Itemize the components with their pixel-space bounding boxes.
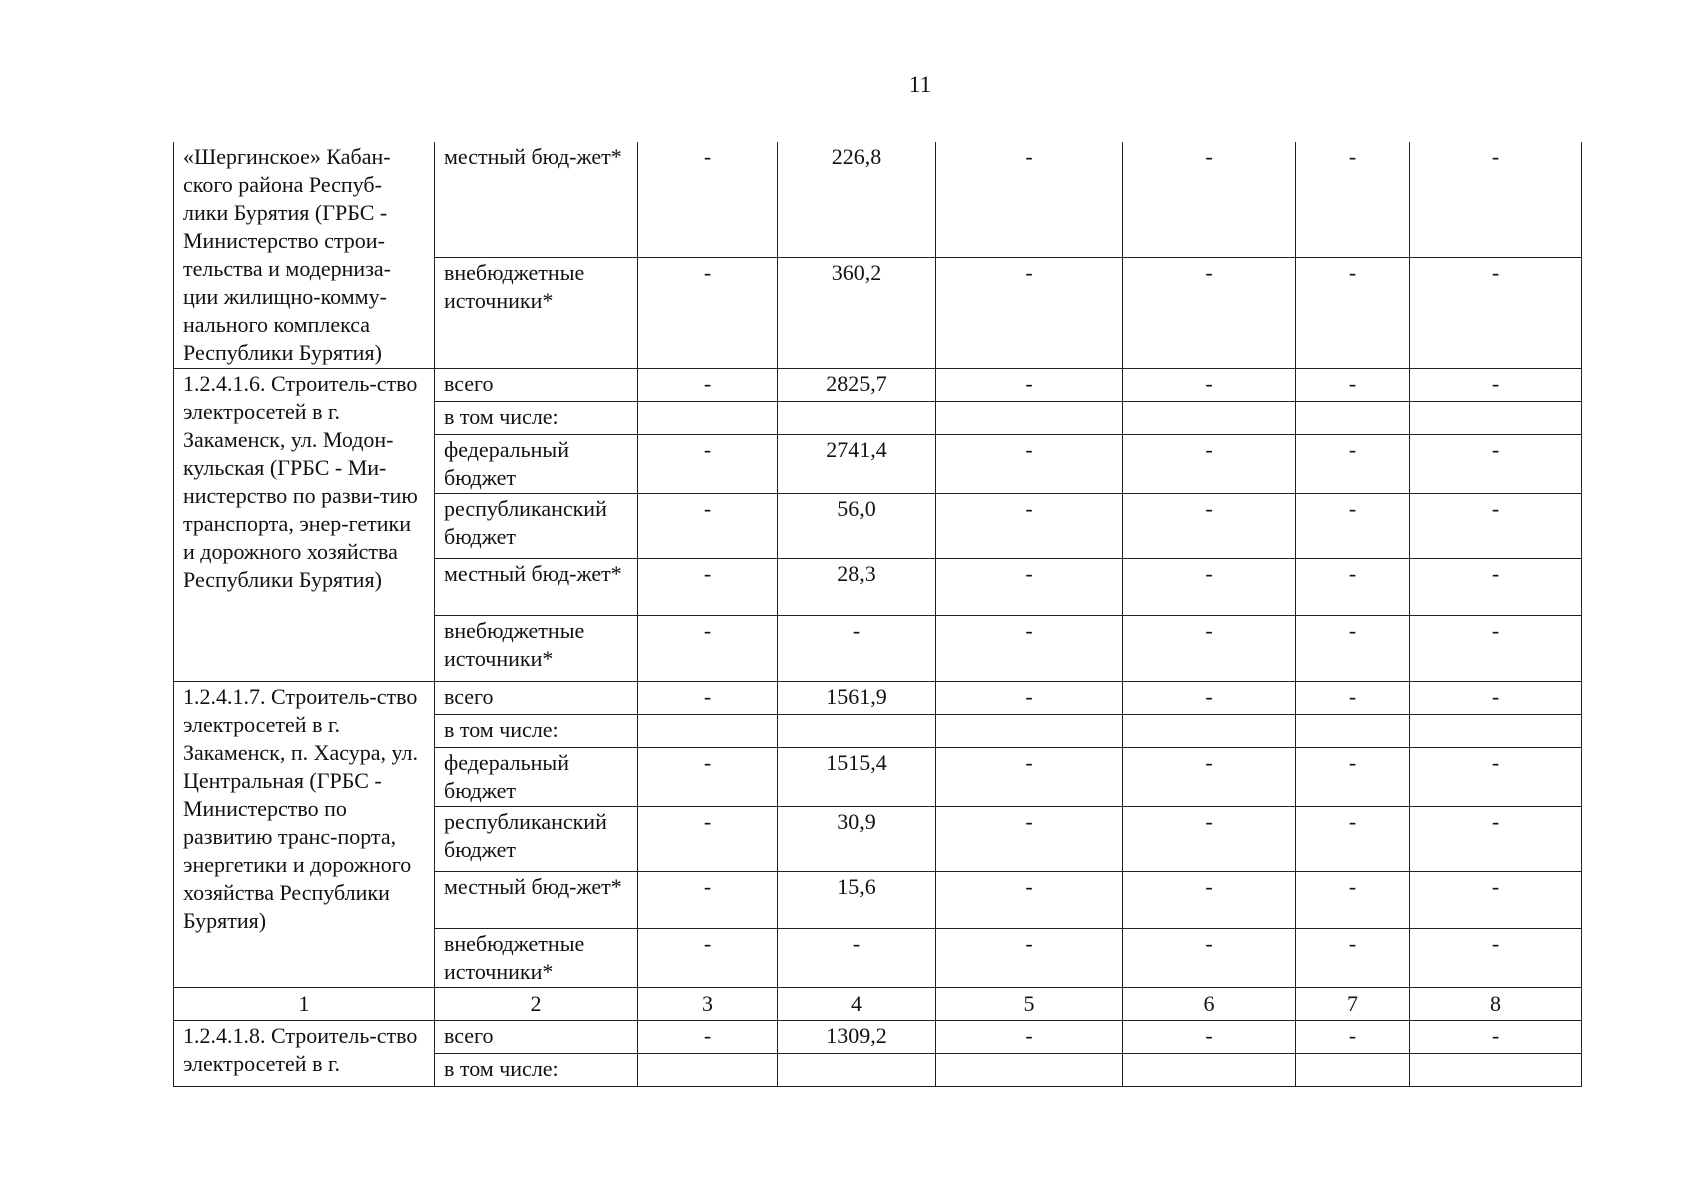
value-cell: - bbox=[1410, 1021, 1582, 1054]
value-cell: - bbox=[936, 872, 1123, 929]
column-number-cell: 5 bbox=[936, 988, 1123, 1021]
value-cell: - bbox=[1296, 616, 1410, 682]
funding-source-cell: внебюджетные источники* bbox=[435, 929, 638, 988]
value-cell: - bbox=[1296, 1021, 1410, 1054]
value-cell: 56,0 bbox=[778, 494, 936, 559]
value-cell: - bbox=[1123, 258, 1296, 369]
value-cell: 2741,4 bbox=[778, 435, 936, 494]
measure-description-cell: 1.2.4.1.7. Строитель-ство электросетей в г. Закаменск, п. Хасура, ул. Центральная (ГРБС - Министерство по развитию транс-порта, энергетики и дорожного хозяйства Республики Бурятия) bbox=[174, 682, 435, 988]
value-cell bbox=[638, 1054, 778, 1087]
value-cell: - bbox=[1123, 872, 1296, 929]
value-cell: - bbox=[1296, 748, 1410, 807]
value-cell bbox=[1410, 715, 1582, 748]
value-cell bbox=[936, 1054, 1123, 1087]
value-cell: 360,2 bbox=[778, 258, 936, 369]
value-cell: - bbox=[1123, 559, 1296, 616]
funding-source-cell: республиканский бюджет bbox=[435, 494, 638, 559]
value-cell: - bbox=[778, 929, 936, 988]
value-cell: - bbox=[638, 872, 778, 929]
value-cell: - bbox=[1410, 682, 1582, 715]
value-cell: - bbox=[638, 369, 778, 402]
value-cell: - bbox=[1123, 369, 1296, 402]
column-number-cell: 3 bbox=[638, 988, 778, 1021]
funding-source-cell: внебюджетные источники* bbox=[435, 258, 638, 369]
value-cell bbox=[1296, 715, 1410, 748]
value-cell: - bbox=[1123, 616, 1296, 682]
value-cell bbox=[638, 715, 778, 748]
value-cell: - bbox=[778, 616, 936, 682]
measure-description-cell: 1.2.4.1.6. Строитель-ство электросетей в г. Закаменск, ул. Модон-кульская (ГРБС - Ми-нистерство по разви-тию транспорта, энер-гетики и дорожного хозяйства Республики Бурятия) bbox=[174, 369, 435, 682]
funding-source-cell: федеральный бюджет bbox=[435, 748, 638, 807]
page-number: 11 bbox=[908, 72, 932, 97]
column-number-row bbox=[174, 988, 1582, 1021]
value-cell: - bbox=[638, 748, 778, 807]
value-cell bbox=[1123, 402, 1296, 435]
value-cell: - bbox=[638, 682, 778, 715]
funding-source-cell: внебюджетные источники* bbox=[435, 616, 638, 682]
table-row bbox=[174, 1021, 1582, 1054]
value-cell: - bbox=[638, 435, 778, 494]
value-cell: - bbox=[1296, 369, 1410, 402]
funding-source-cell: всего bbox=[435, 1021, 638, 1054]
value-cell: - bbox=[638, 616, 778, 682]
value-cell bbox=[1123, 715, 1296, 748]
funding-source-cell: федеральный бюджет bbox=[435, 435, 638, 494]
value-cell: - bbox=[936, 258, 1123, 369]
value-cell: 226,8 bbox=[778, 142, 936, 258]
value-cell: - bbox=[1410, 435, 1582, 494]
funding-source-cell: местный бюд-жет* bbox=[435, 872, 638, 929]
value-cell: - bbox=[936, 369, 1123, 402]
measure-description-cell: 1.2.4.1.8. Строитель-ство электросетей в г. bbox=[174, 1021, 435, 1087]
value-cell: - bbox=[638, 1021, 778, 1054]
value-cell: - bbox=[936, 682, 1123, 715]
value-cell: - bbox=[1123, 142, 1296, 258]
value-cell: - bbox=[1296, 559, 1410, 616]
value-cell: - bbox=[1296, 435, 1410, 494]
value-cell: - bbox=[936, 748, 1123, 807]
table-row bbox=[174, 142, 1582, 258]
table-body bbox=[174, 142, 1582, 1087]
value-cell bbox=[638, 402, 778, 435]
value-cell: - bbox=[1296, 142, 1410, 258]
value-cell: - bbox=[1123, 435, 1296, 494]
value-cell: - bbox=[1410, 872, 1582, 929]
funding-source-cell: всего bbox=[435, 682, 638, 715]
value-cell: - bbox=[936, 435, 1123, 494]
value-cell: - bbox=[638, 807, 778, 872]
value-cell bbox=[1123, 1054, 1296, 1087]
value-cell: - bbox=[936, 494, 1123, 559]
value-cell: - bbox=[936, 559, 1123, 616]
funding-source-cell: местный бюд-жет* bbox=[435, 142, 638, 258]
value-cell: 15,6 bbox=[778, 872, 936, 929]
column-number-cell: 7 bbox=[1296, 988, 1410, 1021]
value-cell: 1515,4 bbox=[778, 748, 936, 807]
value-cell: - bbox=[1296, 929, 1410, 988]
value-cell: - bbox=[1123, 682, 1296, 715]
funding-source-cell: в том числе: bbox=[435, 402, 638, 435]
column-number-cell: 2 bbox=[435, 988, 638, 1021]
table-row bbox=[174, 369, 1582, 402]
column-number-cell: 8 bbox=[1410, 988, 1582, 1021]
value-cell: - bbox=[1410, 807, 1582, 872]
column-number-cell: 6 bbox=[1123, 988, 1296, 1021]
value-cell: - bbox=[1410, 748, 1582, 807]
value-cell bbox=[1410, 402, 1582, 435]
value-cell bbox=[778, 1054, 936, 1087]
value-cell: - bbox=[936, 142, 1123, 258]
budget-table bbox=[173, 142, 1582, 1087]
value-cell: - bbox=[1123, 748, 1296, 807]
measure-description-cell: «Шергинское» Кабан-ского района Респуб-лики Бурятия (ГРБС - Министерство строи-тельства и модерниза-ции жилищно-комму-нального комплекса Республики Бурятия) bbox=[174, 142, 435, 369]
value-cell: - bbox=[638, 142, 778, 258]
value-cell bbox=[1296, 1054, 1410, 1087]
column-number-cell: 1 bbox=[174, 988, 435, 1021]
value-cell: 30,9 bbox=[778, 807, 936, 872]
value-cell: - bbox=[1410, 929, 1582, 988]
value-cell: - bbox=[1296, 807, 1410, 872]
value-cell: - bbox=[936, 807, 1123, 872]
value-cell: 2825,7 bbox=[778, 369, 936, 402]
value-cell: - bbox=[1410, 494, 1582, 559]
value-cell bbox=[1296, 402, 1410, 435]
value-cell: - bbox=[638, 494, 778, 559]
value-cell: - bbox=[936, 1021, 1123, 1054]
value-cell bbox=[778, 715, 936, 748]
table-row bbox=[174, 682, 1582, 715]
value-cell: - bbox=[1296, 682, 1410, 715]
value-cell: 28,3 bbox=[778, 559, 936, 616]
value-cell: 1309,2 bbox=[778, 1021, 936, 1054]
funding-source-cell: местный бюд-жет* bbox=[435, 559, 638, 616]
value-cell: - bbox=[1410, 616, 1582, 682]
value-cell: - bbox=[936, 929, 1123, 988]
value-cell: - bbox=[1410, 559, 1582, 616]
funding-source-cell: в том числе: bbox=[435, 1054, 638, 1087]
value-cell: - bbox=[1296, 872, 1410, 929]
value-cell: - bbox=[1410, 258, 1582, 369]
value-cell: - bbox=[1123, 1021, 1296, 1054]
value-cell: - bbox=[1123, 807, 1296, 872]
value-cell: - bbox=[1296, 494, 1410, 559]
funding-source-cell: республиканский бюджет bbox=[435, 807, 638, 872]
value-cell: - bbox=[1123, 494, 1296, 559]
value-cell bbox=[936, 715, 1123, 748]
value-cell: - bbox=[1410, 369, 1582, 402]
value-cell: - bbox=[936, 616, 1123, 682]
value-cell: - bbox=[638, 929, 778, 988]
value-cell: - bbox=[1123, 929, 1296, 988]
column-number-cell: 4 bbox=[778, 988, 936, 1021]
value-cell: - bbox=[1296, 258, 1410, 369]
value-cell: - bbox=[638, 258, 778, 369]
value-cell: 1561,9 bbox=[778, 682, 936, 715]
value-cell: - bbox=[638, 559, 778, 616]
value-cell bbox=[778, 402, 936, 435]
value-cell bbox=[1410, 1054, 1582, 1087]
funding-source-cell: всего bbox=[435, 369, 638, 402]
value-cell: - bbox=[1410, 142, 1582, 258]
value-cell bbox=[936, 402, 1123, 435]
funding-source-cell: в том числе: bbox=[435, 715, 638, 748]
